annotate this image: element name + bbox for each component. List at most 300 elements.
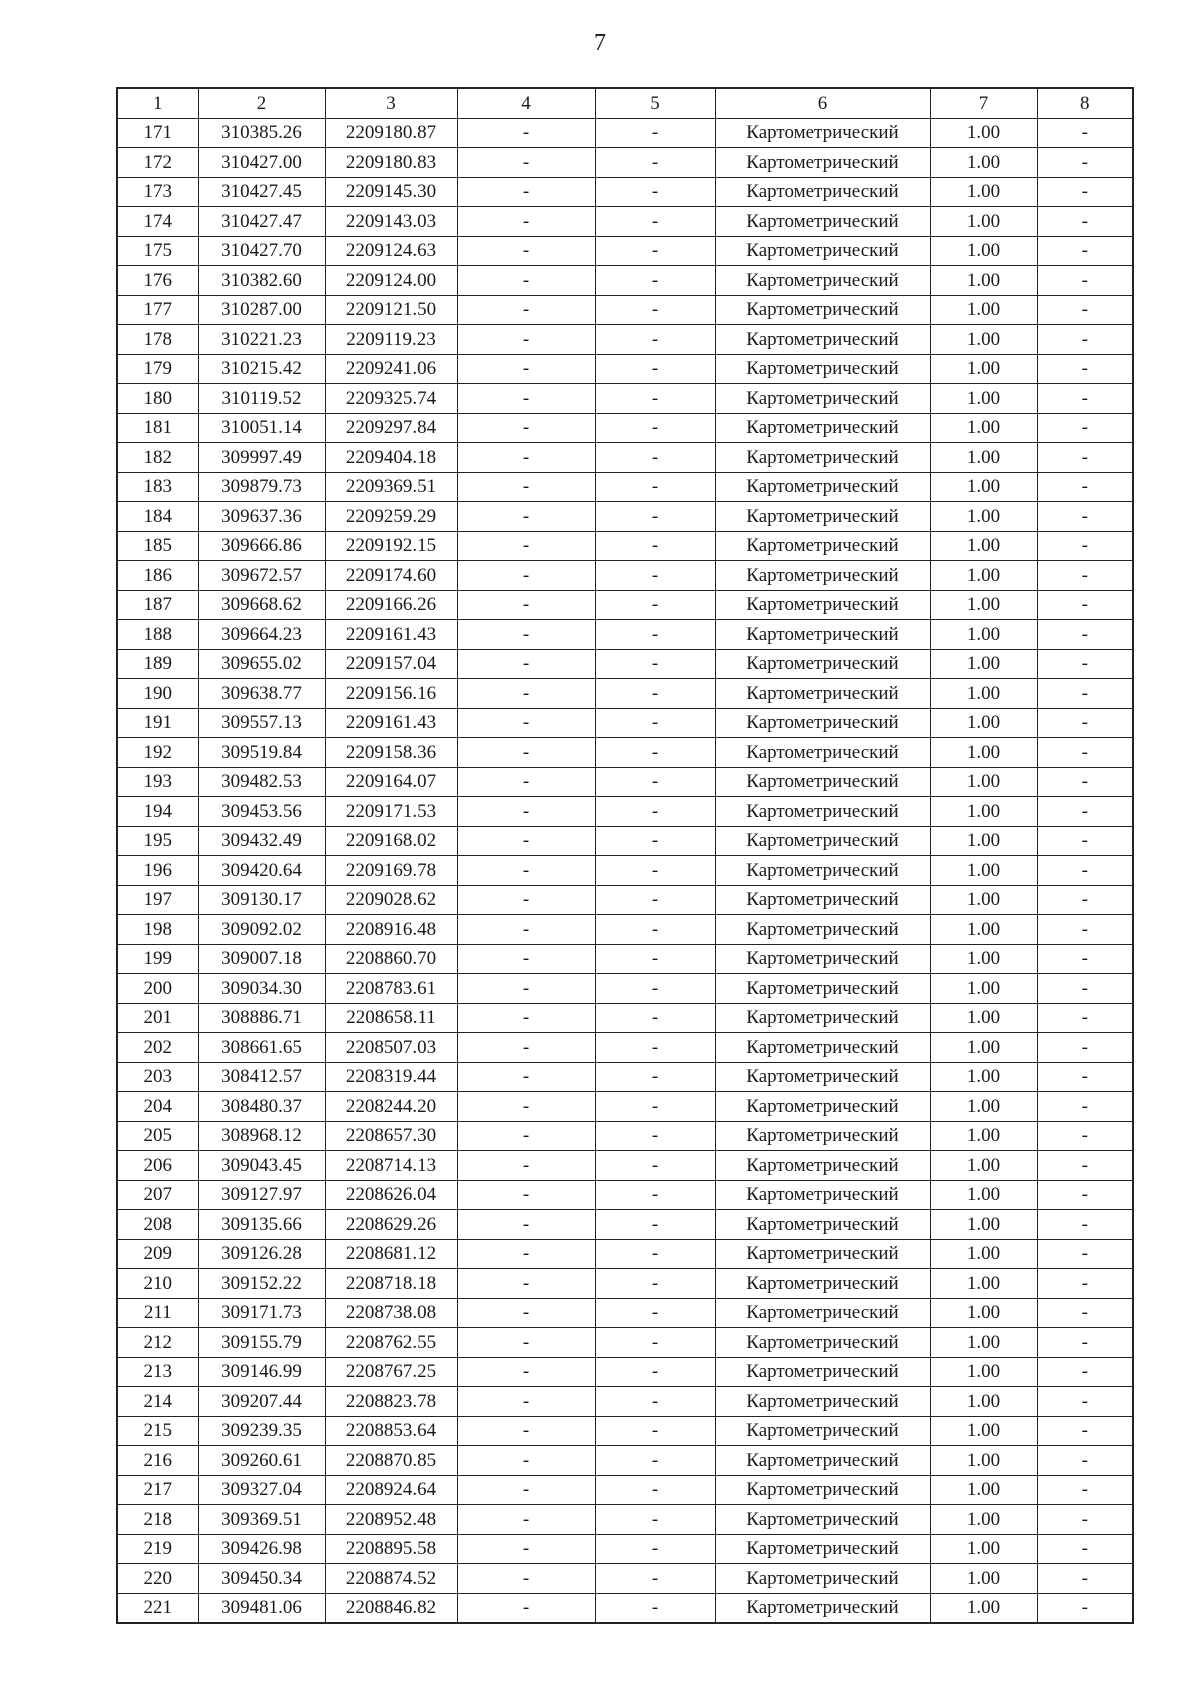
table-cell: - [595, 590, 715, 620]
table-cell: 2209241.06 [325, 354, 457, 384]
table-cell: - [457, 561, 595, 591]
table-cell: 2208657.30 [325, 1121, 457, 1151]
table-cell: 190 [117, 679, 198, 709]
table-cell: - [1037, 649, 1133, 679]
table-cell: - [457, 1210, 595, 1240]
table-cell: 2209161.43 [325, 620, 457, 650]
table-row [117, 1033, 1133, 1063]
table-cell: - [457, 1416, 595, 1446]
table-cell: 2208853.64 [325, 1416, 457, 1446]
table-cell: - [1037, 1180, 1133, 1210]
table-cell: 2209171.53 [325, 797, 457, 827]
table-cell: Картометрический [715, 797, 930, 827]
table-cell: 2208823.78 [325, 1387, 457, 1417]
table-cell: 208 [117, 1210, 198, 1240]
table-row [117, 974, 1133, 1004]
table-cell: 172 [117, 148, 198, 178]
table-row [117, 767, 1133, 797]
table-cell: Картометрический [715, 649, 930, 679]
table-cell: Картометрический [715, 295, 930, 325]
table-cell: - [1037, 1357, 1133, 1387]
table-cell: - [1037, 679, 1133, 709]
table-cell: - [457, 1092, 595, 1122]
table-cell: 2209259.29 [325, 502, 457, 532]
table-cell: 2209180.83 [325, 148, 457, 178]
column-header: 7 [930, 88, 1037, 118]
table-row [117, 384, 1133, 414]
table-cell: - [457, 1475, 595, 1505]
table-cell: Картометрический [715, 1298, 930, 1328]
table-cell: - [457, 531, 595, 561]
table-cell: 2209169.78 [325, 856, 457, 886]
table-cell: 1.00 [930, 236, 1037, 266]
table-cell: 310427.45 [198, 177, 325, 207]
table-cell: 177 [117, 295, 198, 325]
table-cell: - [1037, 1092, 1133, 1122]
table-cell: 309420.64 [198, 856, 325, 886]
table-cell: 2209119.23 [325, 325, 457, 355]
table-cell: - [457, 1387, 595, 1417]
table-cell: Картометрический [715, 1269, 930, 1299]
table-cell: 171 [117, 118, 198, 148]
table-cell: 216 [117, 1446, 198, 1476]
table-cell: Картометрический [715, 561, 930, 591]
table-cell: - [595, 1357, 715, 1387]
table-cell: - [595, 1475, 715, 1505]
table-cell: 1.00 [930, 885, 1037, 915]
table-cell: 309638.77 [198, 679, 325, 709]
table-cell: Картометрический [715, 207, 930, 237]
table-cell: 219 [117, 1534, 198, 1564]
table-cell: 185 [117, 531, 198, 561]
table-row [117, 1564, 1133, 1594]
table-cell: 204 [117, 1092, 198, 1122]
table-cell: 2209124.00 [325, 266, 457, 296]
table-cell: 1.00 [930, 561, 1037, 591]
table-cell: 1.00 [930, 384, 1037, 414]
table-cell: 1.00 [930, 1269, 1037, 1299]
table-cell: 206 [117, 1151, 198, 1181]
table-cell: Картометрический [715, 472, 930, 502]
table-cell: - [457, 797, 595, 827]
table-cell: Картометрический [715, 118, 930, 148]
table-cell: 1.00 [930, 1003, 1037, 1033]
table-cell: 310215.42 [198, 354, 325, 384]
table-cell: 309327.04 [198, 1475, 325, 1505]
table-cell: 2209325.74 [325, 384, 457, 414]
table-cell: Картометрический [715, 885, 930, 915]
table-cell: - [457, 1328, 595, 1358]
table-cell: 2209156.16 [325, 679, 457, 709]
table-row [117, 118, 1133, 148]
table-cell: 2209168.02 [325, 826, 457, 856]
table-row [117, 148, 1133, 178]
table-cell: 309668.62 [198, 590, 325, 620]
table-cell: 1.00 [930, 679, 1037, 709]
table-cell: - [457, 826, 595, 856]
table-cell: 2208714.13 [325, 1151, 457, 1181]
table-cell: - [1037, 1328, 1133, 1358]
table-row [117, 1387, 1133, 1417]
table-cell: 1.00 [930, 1505, 1037, 1535]
table-cell: - [457, 708, 595, 738]
column-header: 1 [117, 88, 198, 118]
table-cell: 2209369.51 [325, 472, 457, 502]
table-cell: 221 [117, 1593, 198, 1623]
table-cell: Картометрический [715, 1033, 930, 1063]
table-row [117, 885, 1133, 915]
table-cell: 309426.98 [198, 1534, 325, 1564]
table-cell: 2209164.07 [325, 767, 457, 797]
table-cell: - [595, 1151, 715, 1181]
table-cell: 2208718.18 [325, 1269, 457, 1299]
table-cell: 211 [117, 1298, 198, 1328]
table-cell: 1.00 [930, 443, 1037, 473]
table-cell: - [595, 738, 715, 768]
table-cell: 308968.12 [198, 1121, 325, 1151]
table-row [117, 531, 1133, 561]
table-cell: - [1037, 590, 1133, 620]
table-row [117, 354, 1133, 384]
table-cell: 192 [117, 738, 198, 768]
table-cell: - [1037, 443, 1133, 473]
table-row [117, 207, 1133, 237]
table-cell: 2209028.62 [325, 885, 457, 915]
table-cell: 196 [117, 856, 198, 886]
table-cell: 1.00 [930, 1387, 1037, 1417]
table-row [117, 738, 1133, 768]
table-row [117, 1180, 1133, 1210]
table-cell: 2209145.30 [325, 177, 457, 207]
table-row [117, 797, 1133, 827]
table-cell: - [457, 1151, 595, 1181]
table-row [117, 826, 1133, 856]
table-cell: 209 [117, 1239, 198, 1269]
table-body [117, 118, 1133, 1623]
table-row [117, 1534, 1133, 1564]
table-row [117, 295, 1133, 325]
table-row [117, 590, 1133, 620]
table-cell: - [1037, 620, 1133, 650]
table-cell: - [1037, 266, 1133, 296]
table-cell: 309655.02 [198, 649, 325, 679]
table-cell: 1.00 [930, 531, 1037, 561]
table-cell: 309207.44 [198, 1387, 325, 1417]
table-cell: Картометрический [715, 1092, 930, 1122]
table-cell: - [457, 1121, 595, 1151]
table-row [117, 413, 1133, 443]
table-cell: 189 [117, 649, 198, 679]
table-cell: Картометрический [715, 354, 930, 384]
table-cell: 309007.18 [198, 944, 325, 974]
table-row [117, 679, 1133, 709]
table-cell: - [457, 177, 595, 207]
table-cell: 199 [117, 944, 198, 974]
table-cell: 187 [117, 590, 198, 620]
table-cell: - [1037, 325, 1133, 355]
table-cell: Картометрический [715, 1593, 930, 1623]
table-cell: - [457, 679, 595, 709]
table-cell: 180 [117, 384, 198, 414]
table-cell: - [595, 1298, 715, 1328]
table-cell: 309152.22 [198, 1269, 325, 1299]
table-cell: 195 [117, 826, 198, 856]
table-cell: - [457, 502, 595, 532]
table-cell: 186 [117, 561, 198, 591]
table-cell: - [457, 118, 595, 148]
table-cell: 220 [117, 1564, 198, 1594]
table-row [117, 1593, 1133, 1623]
table-cell: 1.00 [930, 1564, 1037, 1594]
table-cell: - [1037, 207, 1133, 237]
table-cell: - [1037, 1033, 1133, 1063]
table-cell: 1.00 [930, 1033, 1037, 1063]
table-cell: - [1037, 1534, 1133, 1564]
table-cell: 1.00 [930, 826, 1037, 856]
table-row [117, 1269, 1133, 1299]
table-row [117, 236, 1133, 266]
table-cell: 2209161.43 [325, 708, 457, 738]
table-cell: - [1037, 1062, 1133, 1092]
table-cell: 2208629.26 [325, 1210, 457, 1240]
table-cell: Картометрический [715, 1003, 930, 1033]
table-cell: 1.00 [930, 1210, 1037, 1240]
table-cell: Картометрический [715, 679, 930, 709]
table-cell: 2209143.03 [325, 207, 457, 237]
table-cell: Картометрический [715, 1387, 930, 1417]
table-cell: - [595, 118, 715, 148]
table-cell: Картометрический [715, 1180, 930, 1210]
table-cell: 1.00 [930, 148, 1037, 178]
table-cell: - [1037, 1003, 1133, 1033]
table-row [117, 472, 1133, 502]
table-cell: 213 [117, 1357, 198, 1387]
table-cell: 205 [117, 1121, 198, 1151]
table-cell: 2209180.87 [325, 118, 457, 148]
table-cell: 308886.71 [198, 1003, 325, 1033]
table-cell: - [1037, 1564, 1133, 1594]
table-cell: 2208507.03 [325, 1033, 457, 1063]
table-cell: 2208319.44 [325, 1062, 457, 1092]
table-cell: - [457, 1534, 595, 1564]
table-cell: - [595, 1534, 715, 1564]
table-cell: 182 [117, 443, 198, 473]
table-cell: - [1037, 944, 1133, 974]
table-cell: - [595, 1239, 715, 1269]
table-cell: 2208924.64 [325, 1475, 457, 1505]
table-cell: - [595, 384, 715, 414]
table-cell: - [1037, 1121, 1133, 1151]
table-cell: 310051.14 [198, 413, 325, 443]
table-cell: 1.00 [930, 944, 1037, 974]
table-cell: - [1037, 1151, 1133, 1181]
table-cell: - [1037, 1298, 1133, 1328]
table-cell: 218 [117, 1505, 198, 1535]
table-cell: - [595, 1416, 715, 1446]
table-cell: 310382.60 [198, 266, 325, 296]
table-cell: 310385.26 [198, 118, 325, 148]
table-cell: 178 [117, 325, 198, 355]
table-cell: - [1037, 738, 1133, 768]
table-cell: - [595, 1328, 715, 1358]
table-header [117, 88, 1133, 118]
table-cell: 1.00 [930, 1416, 1037, 1446]
table-cell: 1.00 [930, 974, 1037, 1004]
table-cell: 1.00 [930, 325, 1037, 355]
table-cell: 2208244.20 [325, 1092, 457, 1122]
table-cell: - [595, 472, 715, 502]
table-row [117, 1505, 1133, 1535]
table-row [117, 1416, 1133, 1446]
table-cell: - [457, 266, 595, 296]
table-cell: - [595, 1092, 715, 1122]
table-cell: - [1037, 502, 1133, 532]
table-cell: - [595, 502, 715, 532]
table-cell: - [1037, 236, 1133, 266]
table-row [117, 1475, 1133, 1505]
table-cell: - [457, 885, 595, 915]
table-cell: 1.00 [930, 708, 1037, 738]
table-cell: - [457, 1505, 595, 1535]
table-cell: - [457, 649, 595, 679]
table-cell: - [1037, 708, 1133, 738]
table-cell: 1.00 [930, 413, 1037, 443]
table-row [117, 1446, 1133, 1476]
table-cell: - [595, 1269, 715, 1299]
table-cell: 2208952.48 [325, 1505, 457, 1535]
table-cell: 309369.51 [198, 1505, 325, 1535]
table-cell: 2209157.04 [325, 649, 457, 679]
table-cell: - [457, 354, 595, 384]
table-cell: - [1037, 915, 1133, 945]
table-cell: 184 [117, 502, 198, 532]
table-cell: Картометрический [715, 856, 930, 886]
table-cell: 207 [117, 1180, 198, 1210]
table-cell: 1.00 [930, 1357, 1037, 1387]
table-cell: Картометрический [715, 620, 930, 650]
table-cell: - [457, 856, 595, 886]
table-cell: - [1037, 1505, 1133, 1535]
table-cell: 193 [117, 767, 198, 797]
table-cell: - [457, 1357, 595, 1387]
table-cell: - [457, 1298, 595, 1328]
table-cell: - [1037, 118, 1133, 148]
table-cell: - [595, 1033, 715, 1063]
table-cell: - [595, 413, 715, 443]
table-cell: 309481.06 [198, 1593, 325, 1623]
table-cell: - [595, 325, 715, 355]
table-cell: - [457, 207, 595, 237]
table-cell: - [595, 856, 715, 886]
table-cell: - [595, 974, 715, 1004]
table-cell: - [457, 472, 595, 502]
table-cell: - [595, 266, 715, 296]
table-cell: - [595, 1505, 715, 1535]
table-cell: 2209404.18 [325, 443, 457, 473]
table-cell: - [1037, 295, 1133, 325]
table-cell: - [1037, 1416, 1133, 1446]
table-cell: Картометрический [715, 1475, 930, 1505]
table-cell: - [595, 1180, 715, 1210]
table-cell: 1.00 [930, 1062, 1037, 1092]
table-cell: - [595, 708, 715, 738]
table-cell: 309672.57 [198, 561, 325, 591]
table-cell: - [457, 295, 595, 325]
table-cell: 2208626.04 [325, 1180, 457, 1210]
table-cell: 2209297.84 [325, 413, 457, 443]
table-cell: 1.00 [930, 295, 1037, 325]
table-cell: - [595, 1210, 715, 1240]
table-cell: 308412.57 [198, 1062, 325, 1092]
table-cell: 210 [117, 1269, 198, 1299]
table-cell: Картометрический [715, 1357, 930, 1387]
table-cell: - [1037, 354, 1133, 384]
table-cell: - [457, 384, 595, 414]
table-row [117, 1092, 1133, 1122]
table-cell: - [595, 915, 715, 945]
table-cell: - [595, 885, 715, 915]
table-cell: - [1037, 1446, 1133, 1476]
table-cell: 1.00 [930, 177, 1037, 207]
table-cell: 191 [117, 708, 198, 738]
table-cell: - [1037, 177, 1133, 207]
table-cell: 309043.45 [198, 1151, 325, 1181]
table-cell: 309126.28 [198, 1239, 325, 1269]
table-cell: 1.00 [930, 1092, 1037, 1122]
table-cell: 2208762.55 [325, 1328, 457, 1358]
table-cell: - [595, 1564, 715, 1594]
table-cell: 181 [117, 413, 198, 443]
table-cell: - [457, 236, 595, 266]
table-row [117, 266, 1133, 296]
table-cell: - [1037, 885, 1133, 915]
table-cell: - [457, 1033, 595, 1063]
table-cell: 200 [117, 974, 198, 1004]
table-cell: 308480.37 [198, 1092, 325, 1122]
table-row [117, 649, 1133, 679]
table-cell: 310119.52 [198, 384, 325, 414]
table-cell: Картометрический [715, 1210, 930, 1240]
table-cell: - [595, 531, 715, 561]
table-cell: 1.00 [930, 1239, 1037, 1269]
table-cell: - [595, 1593, 715, 1623]
table-cell: 1.00 [930, 472, 1037, 502]
table-cell: Картометрический [715, 1121, 930, 1151]
table-cell: Картометрический [715, 266, 930, 296]
table-cell: 1.00 [930, 1151, 1037, 1181]
table-cell: - [457, 325, 595, 355]
table-cell: 215 [117, 1416, 198, 1446]
table-cell: 212 [117, 1328, 198, 1358]
table-cell: - [457, 944, 595, 974]
table-cell: 1.00 [930, 1298, 1037, 1328]
table-cell: - [1037, 1387, 1133, 1417]
table-cell: - [595, 177, 715, 207]
header-row [117, 88, 1133, 118]
table-row [117, 1062, 1133, 1092]
table-cell: Картометрический [715, 1564, 930, 1594]
table-row [117, 443, 1133, 473]
table-cell: 198 [117, 915, 198, 945]
table-cell: Картометрический [715, 413, 930, 443]
table-cell: Картометрический [715, 325, 930, 355]
table-cell: 2208767.25 [325, 1357, 457, 1387]
table-cell: - [595, 1003, 715, 1033]
table-cell: 309664.23 [198, 620, 325, 650]
table-cell: - [595, 354, 715, 384]
table-cell: - [457, 974, 595, 1004]
table-cell: 2209166.26 [325, 590, 457, 620]
